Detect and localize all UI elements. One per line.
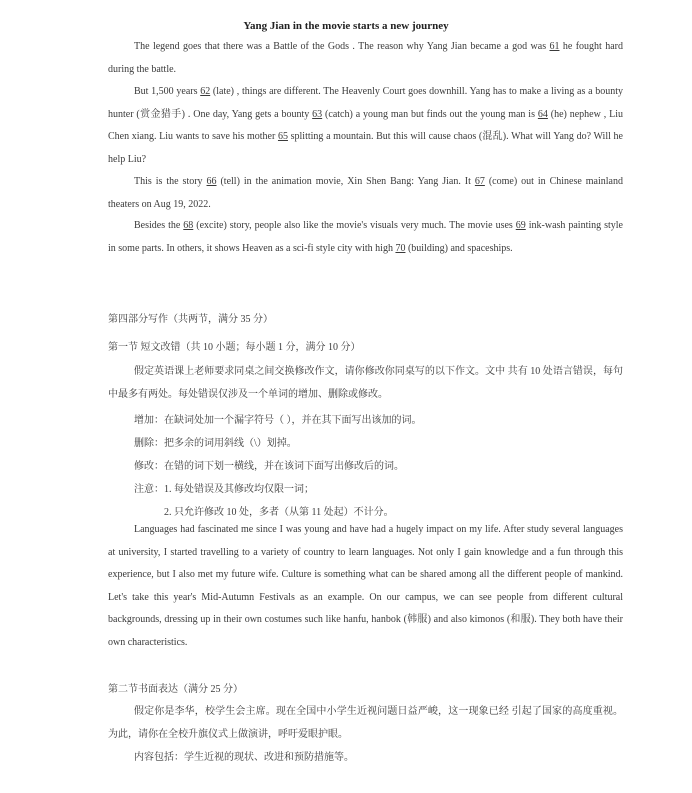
text-span: (building) and spaceships. — [405, 242, 513, 254]
text-span: (excite) story, people also like the movie's visuals very much. The movie uses — [193, 220, 516, 231]
blank-62: 62 — [200, 86, 211, 97]
text-span: (late) , things are different. The Heavenly Court goes downhill. Yang has to make a living as a bounty hunter (赏金猎手) . One day, Yang gets a bounty — [108, 86, 624, 120]
text-span: he fought hard during the battle. — [108, 41, 623, 75]
text-span: But 1,500 years — [134, 86, 201, 97]
blank-70: 70 — [395, 242, 406, 254]
paragraph-1 — [108, 36, 623, 81]
text-span: ink-wash painting style in some parts. In others, it shows Heaven as a sci-fi style city with high — [108, 220, 623, 254]
rule-modify: 修改：在错的词下划一横线，并在该词下面写出修改后的词。 — [134, 461, 404, 472]
blank-64: 64 — [537, 108, 548, 120]
section1-heading: 第一节 短文改错（共 10 小题；每小题 1 分，满分 10 分） — [108, 342, 361, 353]
section2-heading: 第二节书面表达（满分 25 分） — [108, 684, 243, 695]
paragraph-4 — [108, 215, 623, 260]
blank-63: 63 — [312, 108, 323, 120]
content-points: 内容包括：学生近视的现状、改进和预防措施等。 — [134, 752, 354, 763]
error-correction-essay: Languages had fascinated me since I was young and have had a hugely impact on my life. After study several languages at university, I started travelling to a variety of country to learn languages. Not only I gain knowledge and a fun through this experience, but I also met my future wife. Culture is something what can be shared among all the different people of mankind. Let's take this year's Mid-Autumn Festivals as an example. On our campus, we can see people from different cultural backgrounds, dressing up in their own costumes such like hanfu, hanbok (韩服) and also kimonos (和服). They both have their own characteristics. — [108, 524, 623, 648]
writing-task: 假定你是李华，校学生会主席。现在全国中小学生近视问题日益严峻，这一现象已经 引起了国家的高度重视。为此，请你在全校升旗仪式上做演讲，呼吁爱眼护眼。 — [108, 706, 623, 740]
rule-add: 增加：在缺词处加一个漏字符号（ ），并在其下面写出该加的词。 — [134, 415, 422, 426]
text-span: Besides the — [134, 220, 184, 231]
rule-note-2: 2. 只允许修改 10 处，多者（从第 11 处起）不计分。 — [134, 507, 394, 518]
text-span: (tell) in the animation movie, Xin Shen Bang: Yang Jian. It — [216, 176, 475, 187]
blank-68: 68 — [183, 220, 194, 231]
paragraph-2 — [108, 81, 623, 171]
text-span: This is the story — [134, 176, 207, 187]
blank-65: 65 — [277, 131, 288, 142]
blank-69: 69 — [515, 220, 526, 231]
rule-note-1: 注意：1. 每处错误及其修改均仅限一词； — [134, 484, 314, 495]
rule-delete: 删除：把多余的词用斜线（\）划掉。 — [134, 438, 297, 449]
text-span: (he) nephew , Liu Chen xiang. Liu wants to save his mother — [108, 108, 623, 142]
text-span: The legend goes that there was a Battle of the Gods . The reason why Yang Jian became a god was — [134, 41, 550, 52]
correction-instructions: 假定英语课上老师要求同桌之间交换修改作文，请你修改你同桌写的以下作文。文中 共有 10 处语言错误，每句中最多有两处。每处错误仅涉及一个单词的增加、删除或修改。 — [108, 366, 623, 400]
blank-66: 66 — [206, 176, 217, 187]
text-span: (catch) a young man but finds out the young man is — [322, 108, 538, 120]
text-span: (come) out in Chinese mainland theaters on Aug 19, 2022. — [108, 176, 623, 210]
part4-heading: 第四部分写作（共两节，满分 35 分） — [108, 314, 273, 325]
passage-title: Yang Jian in the movie starts a new journey — [243, 20, 449, 32]
blank-67: 67 — [474, 176, 485, 187]
text-span: splitting a mountain. But this will cause chaos (混乱). What will Yang do? Will he help Liu? — [108, 131, 623, 165]
blank-61: 61 — [549, 41, 560, 52]
paragraph-3 — [108, 171, 623, 216]
